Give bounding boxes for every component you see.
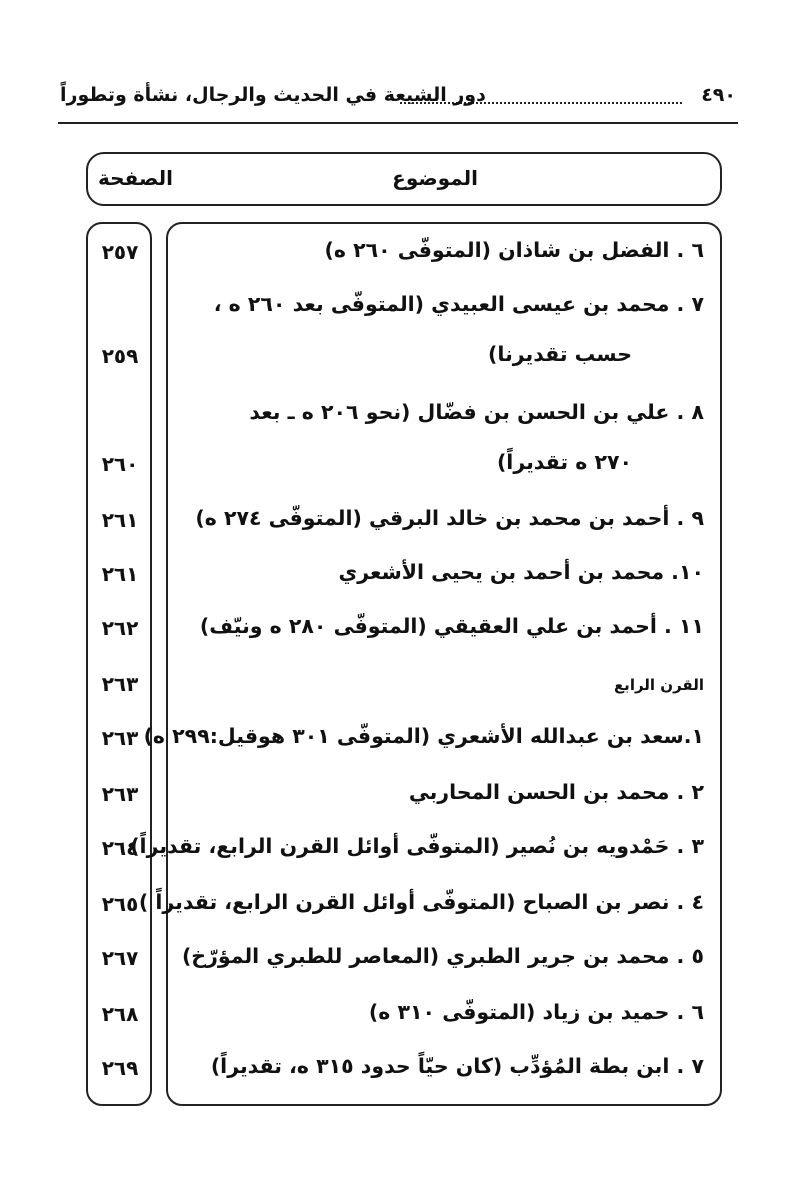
- toc-page-number: ٢٦٣: [101, 782, 139, 806]
- toc-entry: ٤ . نصر بن الصباح (المتوفّى أوائل القرن الرابع، تقديراً ): [138, 890, 704, 914]
- toc-page-number: ٢٦٣: [101, 672, 139, 696]
- running-header: [60, 84, 736, 114]
- toc-entry: ٦ . حميد بن زياد (المتوفّى ٣١٠ ه): [368, 1000, 704, 1024]
- toc-entry: ٥ . محمد بن جرير الطبري (المعاصر للطبري المؤرّخ): [181, 944, 704, 968]
- toc-page-number: ٢٦٠: [101, 452, 139, 476]
- toc-entry: ٣ . حَمْدويه بن نُصير (المتوفّى أوائل القرن الرابع، تقديراً): [130, 834, 704, 858]
- toc-page-number: ٢٦٨: [101, 1002, 139, 1026]
- toc-entry: ٧ . محمد بن عيسى العبيدي (المتوفّى بعد ٢٦٠ ه ،: [213, 292, 704, 316]
- header-rule: [58, 122, 738, 124]
- column-header-page: الصفحة: [98, 166, 174, 190]
- toc-entry: ٢ . محمد بن الحسن المحاربي: [408, 780, 704, 804]
- toc-entry: ٦ . الفضل بن شاذان (المتوفّى ٢٦٠ ه): [324, 238, 704, 262]
- toc-entry: ٩ . أحمد بن محمد بن خالد البرقي (المتوفّى ٢٧٤ ه): [195, 506, 704, 530]
- toc-entry: ١.سعد بن عبدالله الأشعري (المتوفّى ٣٠١ هوقيل:٢٩٩ ه): [143, 724, 704, 748]
- toc-page-number: ٢٦٧: [101, 946, 139, 970]
- column-header: [86, 152, 722, 206]
- toc-page-number: ٢٥٩: [101, 344, 139, 368]
- column-header-subject: الموضوع: [392, 166, 478, 190]
- toc-page-number: ٢٦٥: [101, 892, 139, 916]
- toc-page-number: ٢٦٣: [101, 726, 139, 750]
- section-heading: القرن الرابع: [613, 676, 704, 694]
- toc-page-number: ٢٦٢: [101, 616, 139, 640]
- toc-entry-continuation: حسب تقديرنا): [488, 342, 632, 366]
- toc-entry: ١١ . أحمد بن علي العقيقي (المتوفّى ٢٨٠ ه ونيّف): [199, 614, 704, 638]
- toc-page-number: ٢٥٧: [101, 240, 139, 264]
- toc-page-number: ٢٦١: [101, 508, 139, 532]
- toc-entry-continuation: ٢٧٠ ه تقديراً): [496, 450, 632, 474]
- toc-page-number: ٢٦٤: [101, 836, 139, 860]
- header-page-number: ٤٩٠: [701, 84, 736, 106]
- toc-entry: ٨ . علي بن الحسن بن فضّال (نحو ٢٠٦ ه ـ بعد: [249, 400, 704, 424]
- toc-entry: ١٠. محمد بن أحمد بن يحيى الأشعري: [338, 560, 704, 584]
- toc-entry: ٧ . ابن بطة المُؤدِّب (كان حيّاً حدود ٣١٥ ه، تقديراً): [210, 1054, 704, 1078]
- header-book-title: دور الشيعة في الحديث والرجال، نشأة وتطوراً: [60, 84, 486, 106]
- toc-page-number: ٢٦١: [101, 562, 139, 586]
- toc-page-number: ٢٦٩: [101, 1056, 139, 1080]
